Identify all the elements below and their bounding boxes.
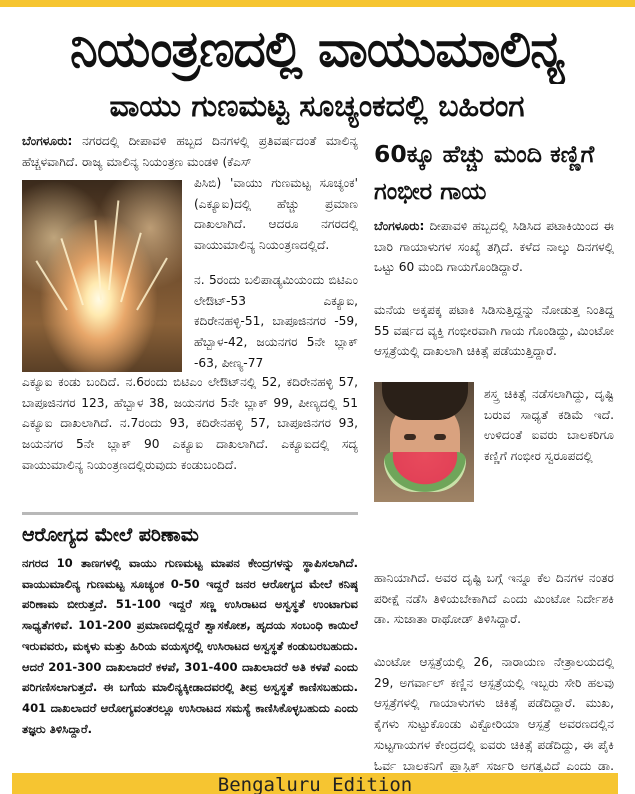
side-story-para2-end: ಹಾನಿಯಾಗಿದೆ. ಅವರ ದೃಷ್ಟಿ ಬಗ್ಗೆ ಇನ್ನೂ ಕೆಲ ದಿನಗಳ ನಂತರ ಪರೀಕ್ಷೆ ನಡೆಸಿ ತಿಳಿಯಬೇಕಾಗಿದೆ ಎಂದು ಮಿಂಟೋ ನಿರ್ದೇಶಕಿ ಡಾ. ಸುಜಾತಾ ರಾಥೋಡ್ ತಿಳಿಸಿದ್ದಾರೆ.	[374, 571, 614, 627]
page-headline: ನಿಯಂತ್ರಣದಲ್ಲಿ ವಾಯುಮಾಲಿನ್ಯ	[69, 20, 564, 78]
main-story-dateline: ಬೆಂಗಳೂರು:	[22, 134, 73, 148]
injured-boy-photo	[374, 382, 474, 502]
health-section-body: ನಗರದ 10 ತಾಣಗಳಲ್ಲಿ ವಾಯು ಗುಣಮಟ್ಟ ಮಾಪನ ಕೇಂದ್ರಗಳನ್ನು ಸ್ಥಾಪಿಸಲಾಗಿದೆ. ವಾಯುಮಾಲಿನ್ಯ ಗುಣಮಟ್ಟ ಸೂಚ್ಯಂಕ 0-50 ಇದ್ದರೆ ಜನರ ಆರೋಗ್ಯದ ಮೇಲೆ ಕನಿಷ್ಠ ಪರಿಣಾಮ ಬೀರುತ್ತದೆ. 51-100 ಇದ್ದರೆ ಸಣ್ಣ ಉಸಿರಾಟದ ಅಸ್ವಸ್ಥತೆ ಉಂಟಾಗುವ ಸಾಧ್ಯತೆಗಳಿವೆ. 101-200 ಪ್ರಮಾಣದಲ್ಲಿದ್ದರೆ ಶ್ವಾಸಕೋಶ, ಹೃದಯ ಸಂಬಂಧಿ ಕಾಯಿಲೆ ಇರುವವರು, ಮಕ್ಕಳು ಮತ್ತು ಹಿರಿಯ ವಯಸ್ಕರಲ್ಲಿ ಉಸಿರಾಟದ ಅಸ್ವಸ್ಥತೆ ಕಂಡುಬರಬಹುದು. ಆದರೆ 201-300 ದಾಖಲಾದರೆ ಕಳಪೆ, 301-400 ದಾಖಲಾದರೆ ಅತಿ ಕಳಪೆ ಎಂದು ಪರಿಗಣಿಸಲಾಗುತ್ತದೆ. ಈ ಬಗೆಯ ಮಾಲಿನ್ಯಕ್ಕೀಡಾದವರಲ್ಲಿ ತೀವ್ರ ಅಸ್ವಸ್ಥತೆ ಕಾಣಿಸಬಹುದು. 401 ದಾಖಲಾದರೆ ಆರೋಗ್ಯವಂತರಲ್ಲೂ ಉಸಿರಾಟದ ಸಮಸ್ಯೆ ಕಾಣಿಸಿಕೊಳ್ಳಬಹುದು ಎಂದು ತಜ್ಞರು ತಿಳಿಸಿದ್ದಾರೆ.	[22, 556, 358, 736]
section-divider	[22, 512, 358, 515]
side-story-para1	[374, 216, 614, 300]
main-story-para1-text: ನಗರದಲ್ಲಿ ದೀಪಾವಳಿ ಹಬ್ಬದ ದಿನಗಳಲ್ಲಿ ಪ್ರತಿವರ್ಷದಂತೆ ಮಾಲಿನ್ಯ ಹೆಚ್ಚಳವಾಗಿದೆ. ರಾಜ್ಯ ಮಾಲಿನ್ಯ ನಿಯಂತ್ರಣ ಮಂಡಳಿ (ಕೆಎಸ್	[22, 134, 358, 169]
main-story-para1-wrap: ಪಿಸಿಬಿ) 'ವಾಯು ಗುಣಮಟ್ಟ ಸೂಚ್ಯಂಕ' (ಎಕ್ಯೂಐ)ದಲ್ಲಿ ಹೆಚ್ಚು ಪ್ರಮಾಣ ದಾಖಲಾಗಿದೆ. ಆದರೂ ನಗರದಲ್ಲಿ ವಾಯುಮಾಲಿನ್ಯ ನಿಯಂತ್ರಣದಲ್ಲಿದೆ.	[194, 176, 358, 253]
main-story-para2-full: ಎಕ್ಯೂಐ ಕಂಡು ಬಂದಿದೆ. ನ.6ರಂದು ಬಿಟಿಎಂ ಲೇಔಟ್‌ನಲ್ಲಿ 52, ಕದಿರೇನಹಳ್ಳಿ 57, ಬಾಪೂಜಿನಗರ 123, ಹೆಬ್ಬಾಳ 38, ಜಯನಗರ 5ನೇ ಬ್ಲಾಕ್ 99, ಪೀಣ್ಯದಲ್ಲಿ 51 ಎಕ್ಯೂಐ ದಾಖಲಾಗಿದೆ. ನ.7ರಂದು 93, ಕದಿರೇನಹಳ್ಳಿ 57, ಬಾಪೂಜಿನಗರ 93, ಜಯನಗರ 5ನೇ ಬ್ಲಾಕ್ 90 ಎಕ್ಯೂಐ ದಾಖಲಾಗಿದೆ. ಎಕ್ಯೂಐದಲ್ಲಿ ಸದ್ಯ ವಾಯುಮಾಲಿನ್ಯ ನಿಯಂತ್ರಣದಲ್ಲಿರುವುದು ಕಂಡುಬಂದಿದೆ.	[22, 375, 358, 472]
side-story-para1-text: ದೀಪಾವಳಿ ಹಬ್ಬದಲ್ಲಿ ಸಿಡಿಸಿದ ಪಟಾಕಿಯಿಂದ ಈ ಬಾರಿ ಗಾಯಾಳುಗಳ ಸಂಖ್ಯೆ ತಗ್ಗಿದೆ. ಕಳೆದ ನಾಲ್ಕು ದಿನಗಳಲ್ಲಿ ಒಟ್ಟು 60 ಮಂದಿ ಗಾಯಗೊಂಡಿದ್ದಾರೆ.	[374, 219, 614, 275]
side-story-dateline: ಬೆಂಗಳೂರು:	[374, 219, 425, 233]
side-story-heading: 60ಕ್ಕೂ ಹೆಚ್ಚು ಮಂದಿ ಕಣ್ಣಿಗೆ ಗಂಭೀರ ಗಾಯ	[374, 140, 595, 205]
side-story-para2-wrap: ಶಸ್ತ್ರ ಚಿಕಿತ್ಸೆ ನಡೆಸಲಾಗಿದ್ದು, ದೃಷ್ಟಿ ಬರುವ ಸಾಧ್ಯತೆ ಕಡಿಮೆ ಇದೆ. ಉಳಿದಂತೆ ಐವರು ಬಾಲಕರಿಗೂ ಕಣ್ಣಿಗೆ ಗಂಭೀರ ಸ್ವರೂಪದಲ್ಲಿ	[484, 387, 614, 464]
edition-label: Bengaluru Edition	[217, 774, 413, 794]
top-banner-strip	[0, 0, 635, 7]
firework-photo	[22, 180, 182, 372]
health-section-heading: ಆರೋಗ್ಯದ ಮೇಲೆ ಪರಿಣಾಮ	[22, 524, 199, 546]
main-story-para2-wrap: ನ. 5ರಂದು ಬಲಿಪಾಡ್ಯಮಿಯಂದು ಬಿಟಿಎಂ ಲೇಔಟ್-53 ಎಕ್ಯೂಐ, ಕದಿರೇನಹಳ್ಳಿ-51, ಬಾಪೂಜಿನಗರ -59, ಹೆಬ್ಬಾಳ-42, ಜಯನಗರ 5ನೇ ಬ್ಲಾಕ್ -63, ಪೀಣ್ಯ-77	[194, 273, 358, 370]
side-story-para2: ಮನೆಯ ಅಕ್ಕಪಕ್ಕ ಪಟಾಕಿ ಸಿಡಿಸುತ್ತಿದ್ದನ್ನು ನೋಡುತ್ತ ನಿಂತಿದ್ದ 55 ವರ್ಷದ ವ್ಯಕ್ತಿ ಗಂಭೀರವಾಗಿ ಗಾಯ ಗೊಂಡಿದ್ದು, ಮಿಂಟೋ ಆಸ್ಪತ್ರೆಯಲ್ಲಿ ದಾಖಲಾಗಿ ಚಿಕಿತ್ಸೆ ಪಡೆಯುತ್ತಿದ್ದಾರೆ.	[374, 303, 614, 359]
side-story-para3: ಮಿಂಟೋ ಆಸ್ಪತ್ರೆಯಲ್ಲಿ 26, ನಾರಾಯಣ ನೇತ್ರಾಲಯದಲ್ಲಿ 29, ಅಗರ್ವಾಲ್ ಕಣ್ಣಿನ ಆಸ್ಪತ್ರೆಯಲ್ಲಿ ಇಬ್ಬರು ಸೇರಿ ಹಲವು ಆಸ್ಪತ್ರೆಗಳಲ್ಲಿ ಗಾಯಾಳುಗಳು ಚಿಕಿತ್ಸೆ ಪಡೆದಿದ್ದಾರೆ. ಮುಖ, ಕೈಗಳು ಸುಟ್ಟುಕೊಂಡು ವಿಕ್ಟೋರಿಯಾ ಆಸ್ಪತ್ರೆ ಅವರಣದಲ್ಲಿನ ಸುಟ್ಟಗಾಯಗಳ ಕೇಂದ್ರದಲ್ಲಿ ಐವರು ಚಿಕಿತ್ಸೆ ಪಡೆದಿದ್ದು, ಈ ಪೈಕಿ ಓರ್ವ ಬಾಲಕನಿಗೆ ಪ್ಲಾಸ್ಟಿಕ್ ಸರ್ಜರಿ ಅಗತ್ಯವಿದೆ ಎಂದು ಡಾ.	[374, 655, 614, 772]
main-story-para1	[22, 131, 358, 173]
page-subheadline: ವಾಯು ಗುಣಮಟ್ಟ ಸೂಚ್ಯಂಕದಲ್ಲಿ ಬಹಿರಂಗ	[109, 89, 525, 124]
